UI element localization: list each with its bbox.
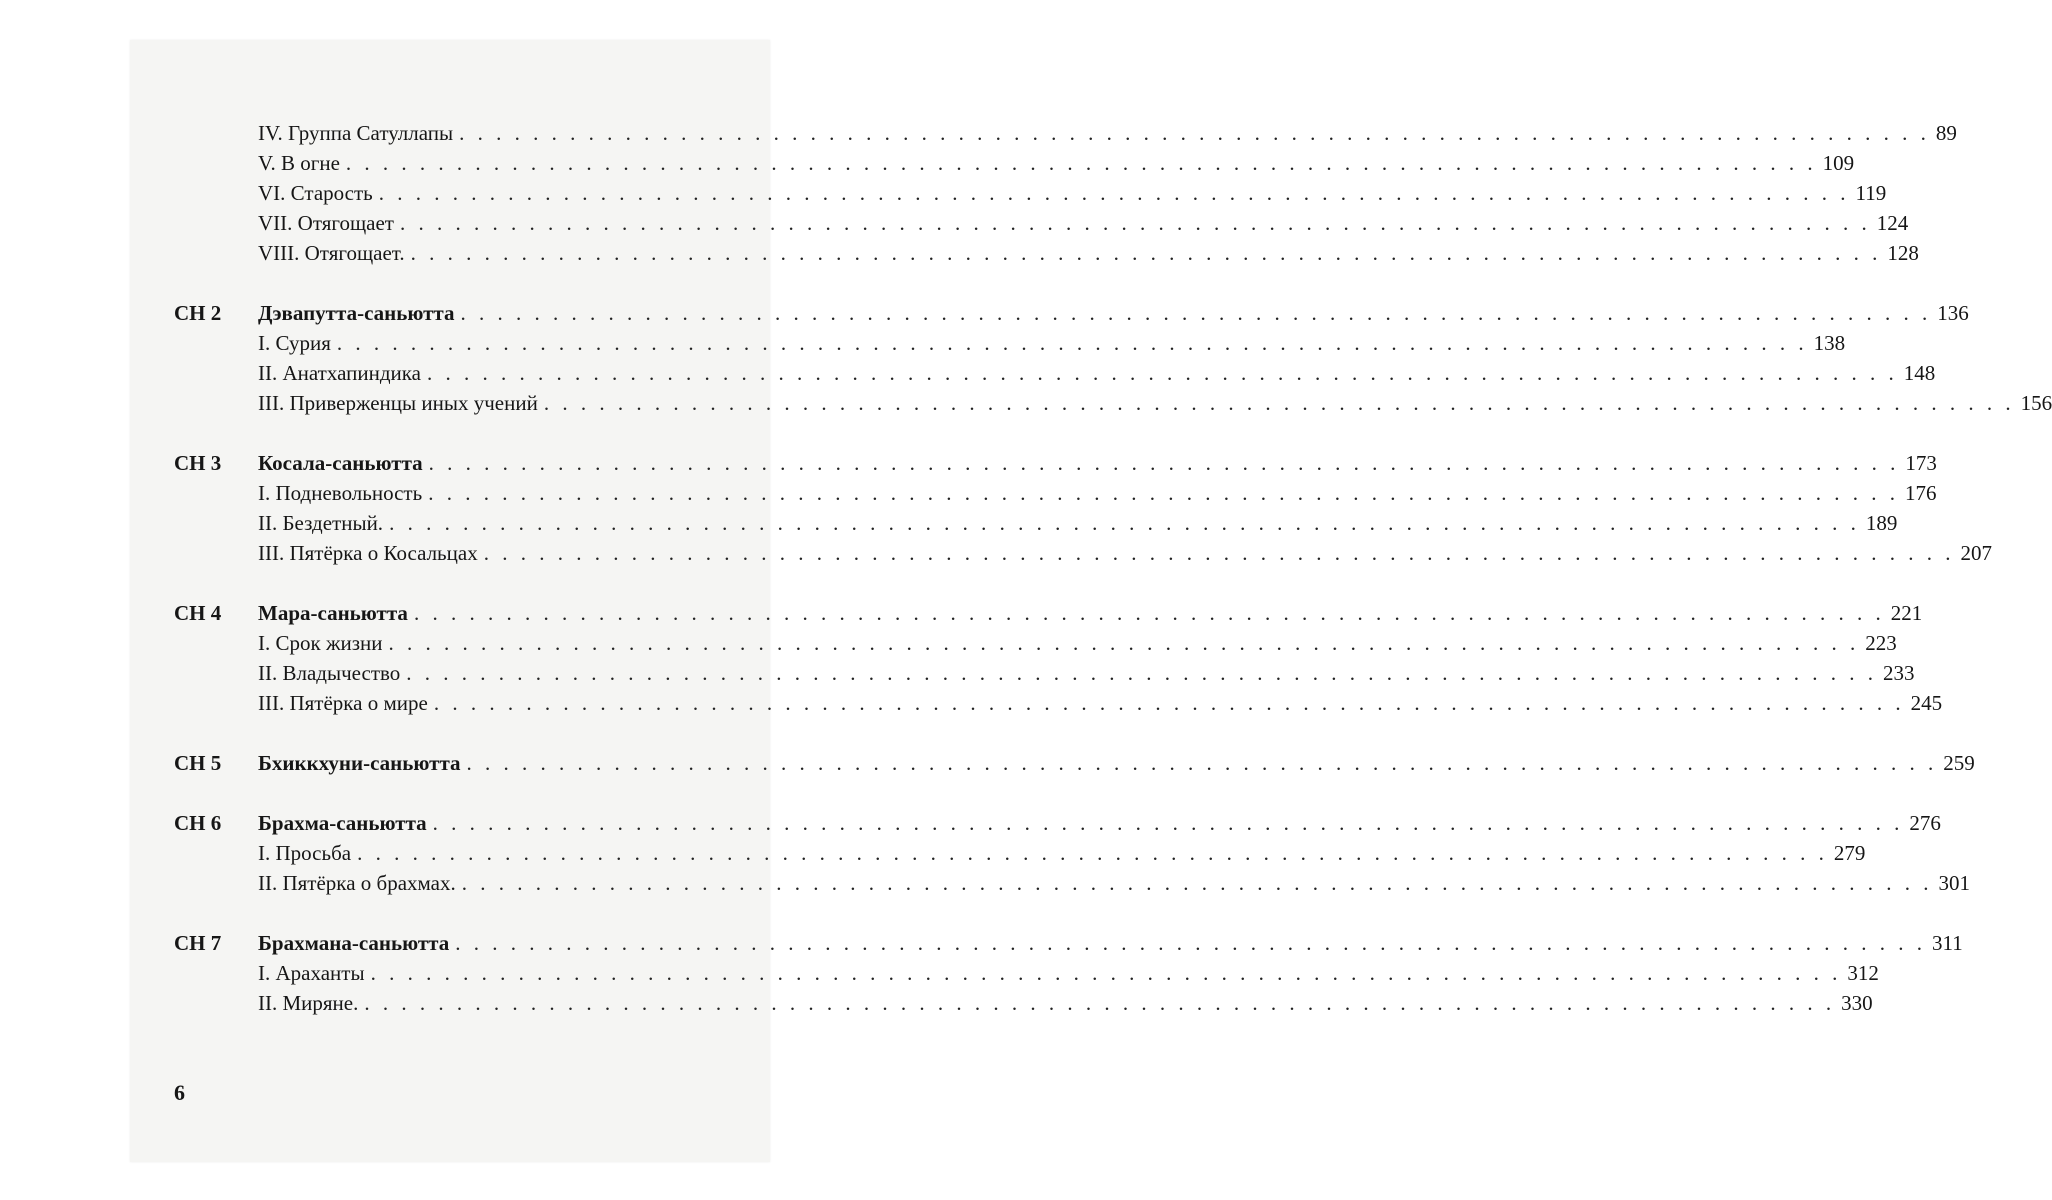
toc-entry-row	[174, 388, 2052, 418]
page-reference: 148	[1903, 361, 1936, 385]
toc-entry	[258, 868, 1970, 898]
toc-entry	[258, 448, 1937, 478]
dot-leader: . . . . . . . . . . . . . . . . . . . . . . . . . . . . . . . . . . . . . . . . . . . . . . . . . . . . . . . . . . . . . . . . . . . . . . . . . . . . . . . .	[357, 841, 1828, 865]
chapter-title: VIII. Отягощает.	[258, 241, 405, 265]
dot-leader: . . . . . . . . . . . . . . . . . . . . . . . . . . . . . . . . . . . . . . . . . . . . . . . . . . . . . . . . . . . . . . . . . . . . . . . . . . . . . . . .	[413, 601, 1885, 625]
toc-entry	[258, 838, 1866, 868]
page-reference: 207	[1960, 541, 1992, 565]
chapter-title: V. В огне	[258, 151, 340, 175]
section-code: СН 7	[174, 931, 222, 955]
page-reference: 279	[1833, 841, 1866, 865]
chapter-title: IV. Группа Сатуллапы	[258, 121, 454, 145]
toc-entry	[258, 328, 1846, 358]
page-reference: 124	[1876, 211, 1909, 235]
page-reference: 189	[1865, 511, 1898, 535]
page-reference: 136	[1937, 301, 1969, 325]
toc-entry	[258, 118, 1957, 148]
section-title: Брахмана-саньютта	[258, 931, 450, 955]
toc-entry-row	[174, 148, 1855, 178]
section-title: Мара-саньютта	[258, 601, 408, 625]
toc-entry	[258, 928, 1963, 958]
toc-entry	[258, 358, 1936, 388]
chapter-title: II. Бездетный.	[258, 511, 384, 535]
toc-entry	[258, 298, 1969, 328]
toc-section-row	[174, 298, 1969, 328]
chapter-title: VI. Старость	[258, 181, 373, 205]
toc-entry-row	[174, 208, 1909, 238]
toc-entry-row	[174, 538, 1992, 568]
toc-entry	[258, 388, 2052, 418]
toc-entry	[258, 658, 1915, 688]
toc-entry-row	[174, 118, 1957, 148]
toc-entry-row	[174, 358, 1936, 388]
toc-entry-row	[174, 478, 1937, 508]
toc-entry-row	[174, 238, 1919, 268]
section-title: Бхиккхуни-саньютта	[258, 751, 461, 775]
dot-leader: . . . . . . . . . . . . . . . . . . . . . . . . . . . . . . . . . . . . . . . . . . . . . . . . . . . . . . . . . . . . . . . . . . . . . . . . . . . . . . . .	[543, 391, 2015, 415]
page-reference: 221	[1890, 601, 1923, 625]
page-reference: 89	[1935, 121, 1957, 145]
section-code: СН 2	[174, 301, 222, 325]
chapter-title: II. Пятёрка о брахмах.	[258, 871, 456, 895]
page-reference: 245	[1910, 691, 1943, 715]
toc-entry	[258, 808, 1941, 838]
dot-leader: . . . . . . . . . . . . . . . . . . . . . . . . . . . . . . . . . . . . . . . . . . . . . . . . . . . . . . . . . . . . . . . . . . . . . . . . . . . . . . . .	[388, 631, 1860, 655]
chapter-title: III. Пятёрка о мире	[258, 691, 428, 715]
toc-entry-row	[174, 868, 1970, 898]
chapter-title: I. Подневольность	[258, 481, 423, 505]
section-title: Дэвапутта-саньютта	[258, 301, 455, 325]
chapter-title: I. Просьба	[258, 841, 352, 865]
toc-entry-row	[174, 988, 1873, 1018]
page-reference: 276	[1909, 811, 1941, 835]
chapter-title: I. Сурия	[258, 331, 331, 355]
dot-leader: . . . . . . . . . . . . . . . . . . . . . . . . . . . . . . . . . . . . . . . . . . . . . . . . . . . . . . . . . . . . . . . . . . . . . . . . . . . . . . . .	[433, 691, 1905, 715]
dot-leader: . . . . . . . . . . . . . . . . . . . . . . . . . . . . . . . . . . . . . . . . . . . . . . . . . . . . . . . . . . . . . . . . . . . . . . . . . . . . . . . .	[428, 481, 1899, 505]
toc-entry	[258, 148, 1855, 178]
toc-entry-row	[174, 628, 1897, 658]
page-reference: 312	[1847, 961, 1879, 985]
page-reference: 233	[1883, 661, 1915, 685]
section-code: СН 3	[174, 451, 222, 475]
dot-leader: . . . . . . . . . . . . . . . . . . . . . . . . . . . . . . . . . . . . . . . . . . . . . . . . . . . . . . . . . . . . . . . . . . . . . . . . . . . . . . . .	[432, 811, 1904, 835]
toc-section-row	[174, 928, 1963, 958]
toc-entry-row	[174, 958, 1879, 988]
toc-entry	[258, 988, 1873, 1018]
chapter-title: II. Владычество	[258, 661, 401, 685]
section-title: Брахма-саньютта	[258, 811, 427, 835]
dot-leader: . . . . . . . . . . . . . . . . . . . . . . . . . . . . . . . . . . . . . . . . . . . . . . . . . . . . . . . . . . . . . . . . . . . . . . . . . . . . . . . .	[428, 451, 1900, 475]
dot-leader: . . . . . . . . . . . . . . . . . . . . . . . . . . . . . . . . . . . . . . . . . . . . . . . . . . . . . . . . . . . . . . . . . . . . . . . . . . . . . . . .	[336, 331, 1808, 355]
dot-leader: . . . . . . . . . . . . . . . . . . . . . . . . . . . . . . . . . . . . . . . . . . . . . . . . . . . . . . . . . . . . . . . . . . . . . . . . . . . . . . . .	[466, 751, 1938, 775]
page-reference: 259	[1943, 751, 1975, 775]
page-reference: 119	[1855, 181, 1887, 205]
dot-leader: . . . . . . . . . . . . . . . . . . . . . . . . . . . . . . . . . . . . . . . . . . . . . . . . . . . . . . . . . . . . . . . . . . . . . . . . . . . . . . . .	[460, 301, 1932, 325]
toc-entry	[258, 748, 1975, 778]
page-reference: 138	[1813, 331, 1846, 355]
toc-entry-row	[174, 658, 1915, 688]
toc-entry	[258, 478, 1937, 508]
chapter-title: VII. Отягощает	[258, 211, 394, 235]
toc-section-row	[174, 448, 1937, 478]
dot-leader: . . . . . . . . . . . . . . . . . . . . . . . . . . . . . . . . . . . . . . . . . . . . . . . . . . . . . . . . . . . . . . . . . . . . . . . . . . . . . . . .	[461, 871, 1933, 895]
dot-leader: . . . . . . . . . . . . . . . . . . . . . . . . . . . . . . . . . . . . . . . . . . . . . . . . . . . . . . . . . . . . . . . . . . . . . . . . . . . . . . . .	[459, 121, 1930, 145]
dot-leader: . . . . . . . . . . . . . . . . . . . . . . . . . . . . . . . . . . . . . . . . . . . . . . . . . . . . . . . . . . . . . . . . . . . . . . . . . . . . . . . .	[364, 991, 1836, 1015]
dot-leader: . . . . . . . . . . . . . . . . . . . . . . . . . . . . . . . . . . . . . . . . . . . . . . . . . . . . . . . . . . . . . . . . . . . . . . . . . . . . . . . .	[426, 361, 1898, 385]
toc-entry	[258, 958, 1879, 988]
section-code: СН 6	[174, 811, 222, 835]
page-reference: 176	[1904, 481, 1937, 505]
dot-leader: . . . . . . . . . . . . . . . . . . . . . . . . . . . . . . . . . . . . . . . . . . . . . . . . . . . . . . . . . . . . . . . . . . . . . . . . . . . . . . . .	[345, 151, 1817, 175]
page-reference: 330	[1841, 991, 1873, 1015]
section-code: СН 4	[174, 601, 222, 625]
page-reference: 109	[1822, 151, 1855, 175]
chapter-title: I. Срок жизни	[258, 631, 383, 655]
page-reference: 223	[1865, 631, 1897, 655]
toc-section-row	[174, 808, 1941, 838]
toc-entry-row	[174, 688, 1943, 718]
dot-leader: . . . . . . . . . . . . . . . . . . . . . . . . . . . . . . . . . . . . . . . . . . . . . . . . . . . . . . . . . . . . . . . . . . . . . . . . . . . . . . . .	[406, 661, 1878, 685]
page-reference: 301	[1938, 871, 1970, 895]
dot-leader: . . . . . . . . . . . . . . . . . . . . . . . . . . . . . . . . . . . . . . . . . . . . . . . . . . . . . . . . . . . . . . . . . . . . . . . . . . . . . . . .	[389, 511, 1860, 535]
chapter-title: III. Пятёрка о Косальцах	[258, 541, 478, 565]
dot-leader: . . . . . . . . . . . . . . . . . . . . . . . . . . . . . . . . . . . . . . . . . . . . . . . . . . . . . . . . . . . . . . . . . . . . . . . . . . . . . . . .	[410, 241, 1882, 265]
toc-entry	[258, 688, 1943, 718]
table-of-contents	[174, 118, 2052, 1018]
dot-leader: . . . . . . . . . . . . . . . . . . . . . . . . . . . . . . . . . . . . . . . . . . . . . . . . . . . . . . . . . . . . . . . . . . . . . . . . . . . . . . . .	[399, 211, 1871, 235]
toc-section-row	[174, 748, 1975, 778]
toc-entry	[258, 538, 1992, 568]
chapter-title: II. Анатхапиндика	[258, 361, 421, 385]
page-reference: 128	[1887, 241, 1919, 265]
toc-entry-row	[174, 838, 1866, 868]
dot-leader: . . . . . . . . . . . . . . . . . . . . . . . . . . . . . . . . . . . . . . . . . . . . . . . . . . . . . . . . . . . . . . . . . . . . . . . . . . . . . . . .	[370, 961, 1842, 985]
chapter-title: III. Приверженцы иных учений	[258, 391, 538, 415]
toc-entry-row	[174, 328, 1846, 358]
dot-leader: . . . . . . . . . . . . . . . . . . . . . . . . . . . . . . . . . . . . . . . . . . . . . . . . . . . . . . . . . . . . . . . . . . . . . . . . . . . . . . . .	[455, 931, 1927, 955]
page-reference: 311	[1932, 931, 1963, 955]
toc-entry-row	[174, 508, 1898, 538]
dot-leader: . . . . . . . . . . . . . . . . . . . . . . . . . . . . . . . . . . . . . . . . . . . . . . . . . . . . . . . . . . . . . . . . . . . . . . . . . . . . . . . .	[483, 541, 1955, 565]
toc-entry	[258, 628, 1897, 658]
page-reference: 156	[2020, 391, 2052, 415]
chapter-title: I. Араханты	[258, 961, 365, 985]
toc-entry	[258, 178, 1887, 208]
toc-entry-row	[174, 178, 1887, 208]
section-title: Косала-саньютта	[258, 451, 423, 475]
chapter-title: II. Миряне.	[258, 991, 359, 1015]
section-code: СН 5	[174, 751, 222, 775]
page-number: 6	[174, 1080, 185, 1105]
toc-entry	[258, 598, 1923, 628]
toc-entry	[258, 208, 1909, 238]
dot-leader: . . . . . . . . . . . . . . . . . . . . . . . . . . . . . . . . . . . . . . . . . . . . . . . . . . . . . . . . . . . . . . . . . . . . . . . . . . . . . . . .	[378, 181, 1850, 205]
page-reference: 173	[1905, 451, 1937, 475]
toc-section-row	[174, 598, 1923, 628]
toc-entry	[258, 508, 1898, 538]
toc-entry	[258, 238, 1919, 268]
